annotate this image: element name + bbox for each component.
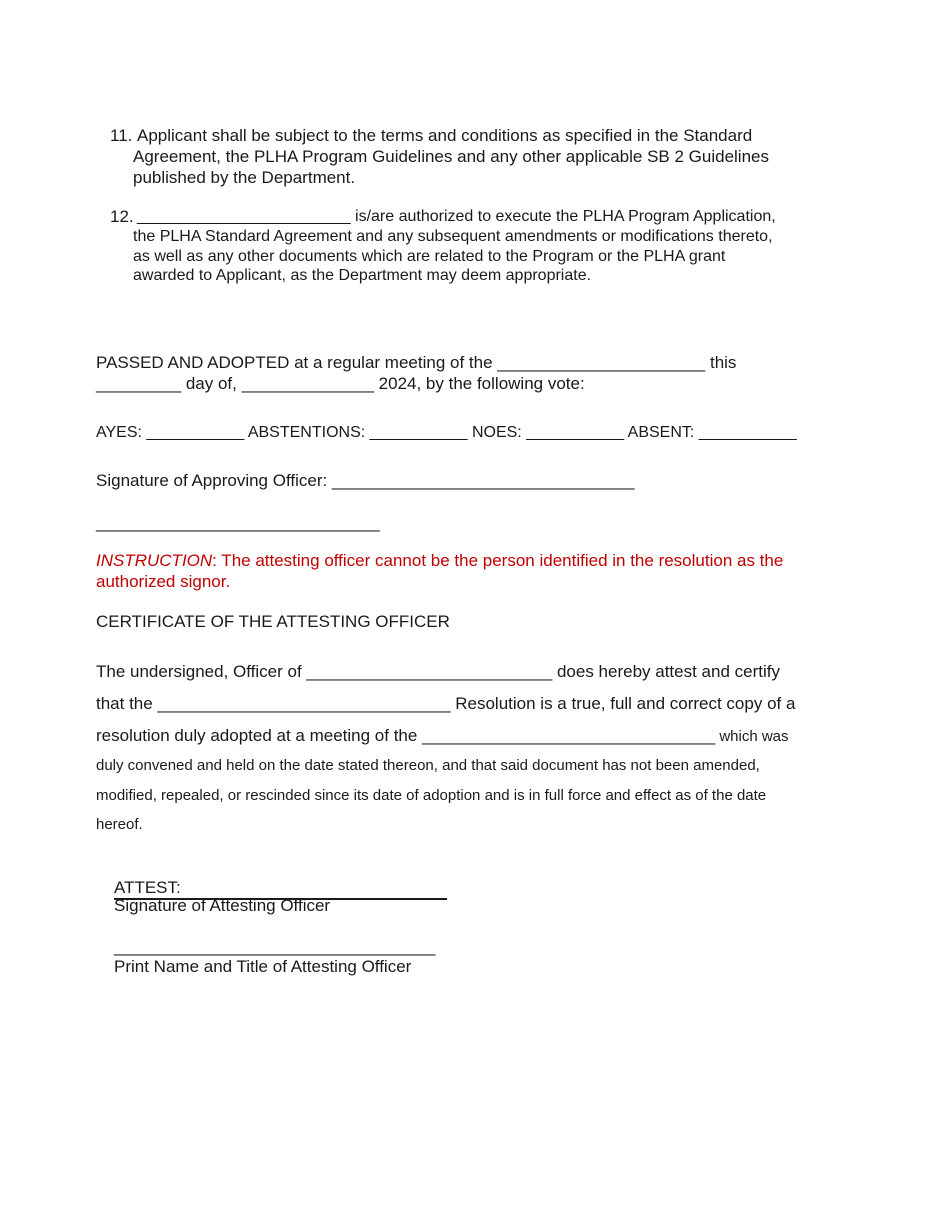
attest-print-caption: Print Name and Title of Attesting Officer [114, 957, 412, 976]
passed-line-1: PASSED AND ADOPTED at a regular meeting of the ______________________ this [96, 353, 737, 372]
attest-label-word: ATTEST: [114, 878, 181, 897]
instruction-line-2: authorized signor. [96, 572, 231, 591]
certificate-line-2: that the _______________________________ Resolution is a true, full and correct copy of a [96, 694, 796, 713]
instruction-label: INSTRUCTION [96, 551, 213, 570]
instruction-line-1 [96, 550, 783, 571]
blank-signature-line: ______________________________ [96, 513, 380, 532]
item-12-line-3: as well as any other documents which are related to the Program or the PLHA grant [133, 248, 726, 265]
attest-signature-caption: Signature of Attesting Officer [114, 896, 331, 915]
certificate-line-3-small: which was [715, 728, 789, 745]
signature-approving-officer: Signature of Approving Officer: ________________________________ [96, 471, 635, 490]
certificate-heading: CERTIFICATE OF THE ATTESTING OFFICER [96, 612, 450, 631]
passed-line-2: _________ day of, ______________ 2024, by the following vote: [96, 374, 585, 393]
certificate-line-6: hereof. [96, 816, 143, 833]
attest-print-line: __________________________________ [114, 937, 436, 956]
item-12-line-1: ________________________ is/are authorized to execute the PLHA Program Application, [137, 208, 776, 225]
vote-line: AYES: ___________ ABSTENTIONS: ___________ NOES: ___________ ABSENT: ___________ [96, 424, 797, 441]
certificate-line-3-large: resolution duly adopted at a meeting of the _______________________________ [96, 726, 716, 745]
item-12-line-4: awarded to Applicant, as the Department may deem appropriate. [133, 267, 592, 284]
instruction-text: : The attesting officer cannot be the person identified in the resolution as the [212, 551, 784, 570]
item-11-line-2: Agreement, the PLHA Program Guidelines and any other applicable SB 2 Guidelines [133, 147, 769, 166]
certificate-line-4: duly convened and held on the date stated thereon, and that said document has not been amended, [96, 757, 760, 774]
certificate-line-3 [96, 725, 789, 747]
item-12-number: 12. [110, 207, 134, 226]
item-11-number: 11. [110, 126, 133, 145]
item-12-line-2: the PLHA Standard Agreement and any subsequent amendments or modifications thereto, [133, 228, 773, 245]
certificate-line-1: The undersigned, Officer of __________________________ does hereby attest and certify [96, 662, 780, 681]
item-11-line-1: Applicant shall be subject to the terms and conditions as specified in the Standard [137, 126, 753, 145]
item-11-line-3: published by the Department. [133, 168, 356, 187]
certificate-line-5: modified, repealed, or rescinded since its date of adoption and is in full force and effect as of the date [96, 787, 767, 804]
